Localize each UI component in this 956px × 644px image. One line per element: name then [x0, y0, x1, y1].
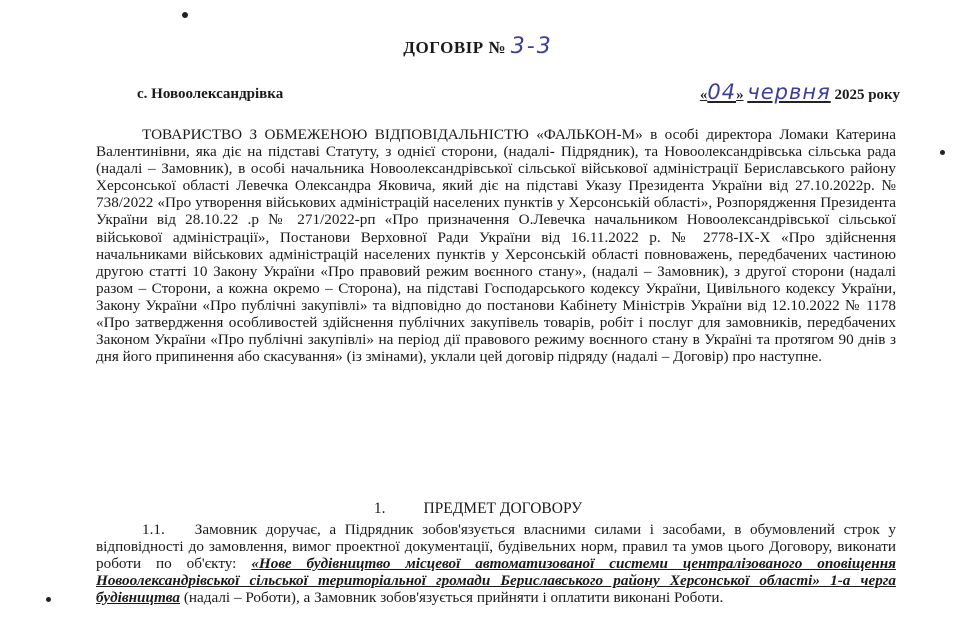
handwritten-contract-number: 3-3 — [510, 34, 553, 59]
clause-number: 1.1. — [142, 521, 165, 538]
section-number: 1. — [373, 500, 386, 517]
contract-date — [700, 80, 900, 104]
clause-text-before: Замовник доручає, а Підрядник зобов'язується власними силами і засобами, в обумовлений строк у відповідності до замовлення, вимог проектної документації, будівельних норм, правил та умов цього Договору, виконати роботи по об'єкту: — [96, 521, 896, 573]
work-object-name: «Нове будівництво місцевої автоматизованої системи централізованого оповіщення Новоолександрівської сільської територіальної громади Бериславського району Херсонської області» 1-а черга будівництва — [96, 555, 896, 607]
contract-place: с. Новоолександрівка — [137, 86, 284, 102]
intro-paragraph: ТОВАРИСТВО З ОБМЕЖЕНОЮ ВІДПОВІДАЛЬНІСТЮ «ФАЛЬКОН-М» в особі директора Ломаки Катерина Валентинівни, яка діє на підставі Статуту, з однієї сторони, (надалі- Підрядник), та Новоолександрівська сільська рада (надалі – Замовник), в особі начальника Новоолександрівської сільської військової адміністрації Бериславського району Херсонської області Левечка Олександра Яковича, який діє на підставі Указу Президента України від 27.10.2022р. № 738/2022 «Про утворення військових адміністрацій населених пунктів у Херсонській області», Розпорядження Президента України від 28.10.22 .р № 271/2022-рп «Про призначення О.Левечка начальником Новоолександрівської сільської військової адміністрації», Постанови Верховної Ради України від 16.11.2022 р. № 2778-ІХ-Х «Про здійснення начальниками військових адміністрацій населених пунктів у Херсонській області повноважень, передбачених частиною другою статті 10 Закону України «Про правовий режим воєнного стану», (надалі – Замовник), з другої сторони (надалі разом – Сторони, а кожна окремо – Сторона), на підставі Господарського кодексу України, Цивільного кодексу України, Закону України «Про публічні закупівлі» та відповідно до постанови Кабінету Міністрів України від 12.10.2022 № 1178 «Про затвердження особливостей здійснення публічних закупівель товарів, робіт і послуг для замовників, передбачених Законом України «Про публічні закупівлі» на період дії правового режиму воєнного стану в Україні та протягом 90 днів з дня його припинення або скасування» (із змінами), уклали цей договір підряду (надалі – Договір) про наступне. — [96, 126, 896, 366]
date-year: 2025 року — [834, 87, 900, 103]
contract-title — [0, 34, 956, 59]
section-heading — [0, 500, 956, 518]
scan-speck — [46, 597, 51, 602]
clause-1-1 — [96, 521, 896, 606]
clause-text-after: (надалі – Роботи), а Замовник зобов'язується прийняти і оплатити виконані Роботи. — [180, 589, 724, 607]
handwritten-day: 04 — [707, 80, 737, 104]
title-label: ДОГОВІР № — [403, 38, 507, 57]
handwritten-month: червня — [747, 80, 831, 104]
date-open-quote: « — [699, 87, 708, 103]
section-title-text: ПРЕДМЕТ ДОГОВОРУ — [423, 500, 583, 517]
scan-speck — [182, 12, 188, 18]
scan-speck — [940, 150, 945, 155]
date-close-quote: » — [736, 87, 744, 103]
